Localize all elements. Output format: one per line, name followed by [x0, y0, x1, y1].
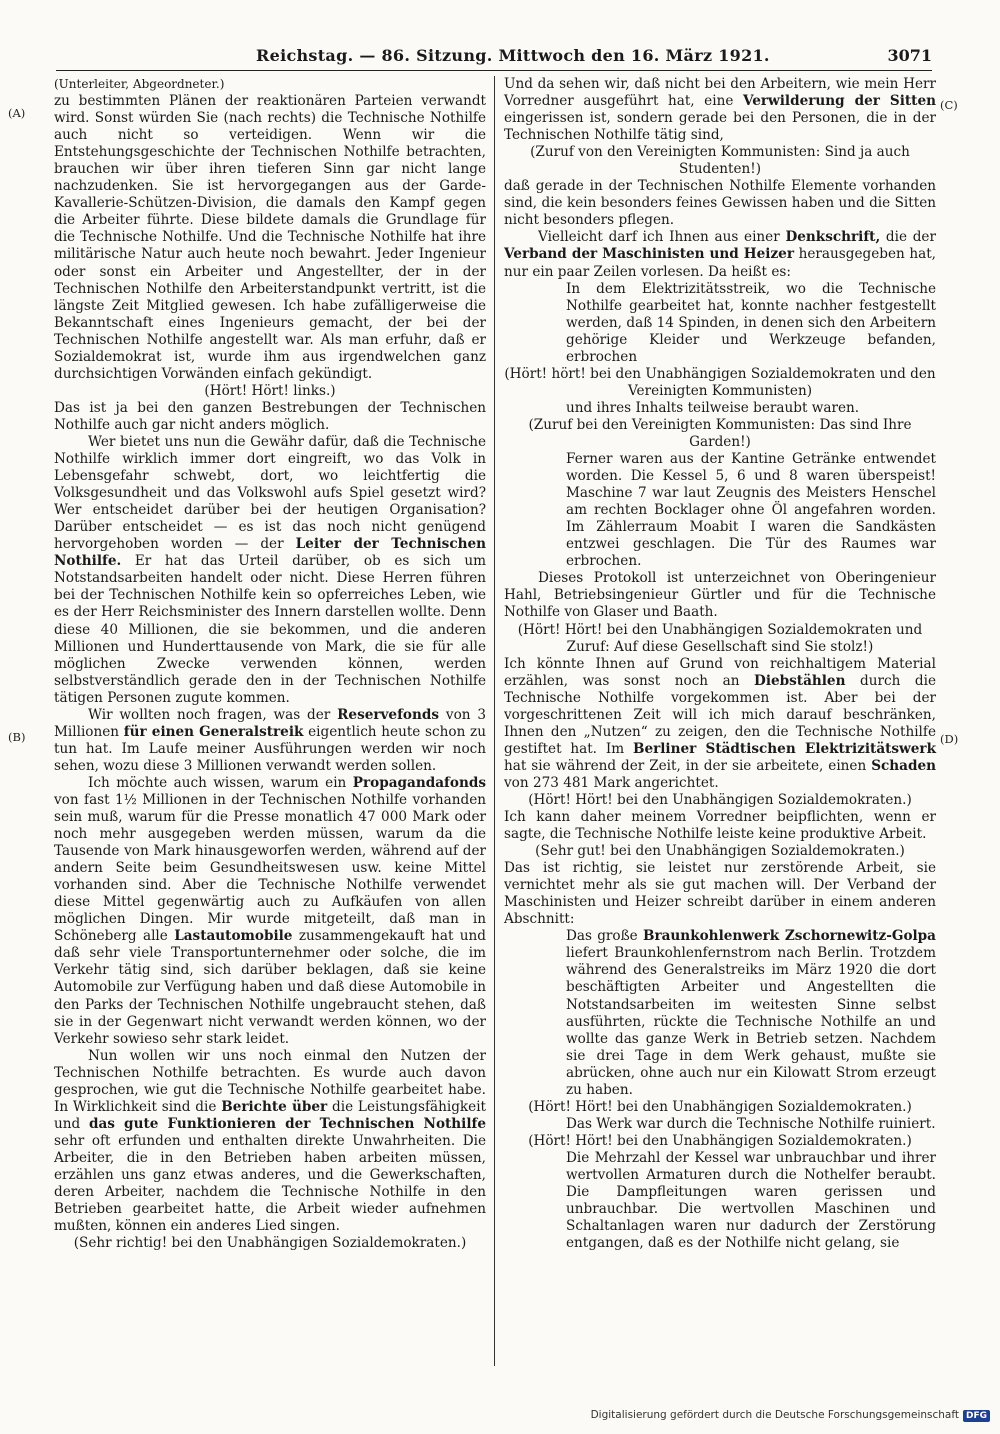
dfg-logo: DFG	[963, 1410, 990, 1422]
margin-mark-d: (D)	[940, 732, 959, 746]
margin-mark-a: (A)	[8, 106, 26, 120]
interjection: (Hört! hört! bei den Unabhängigen Sozialdemokraten und den Vereinigten Kommunisten)	[504, 365, 936, 399]
text-run: von 273 481 Mark angerichtet.	[504, 774, 719, 791]
right-column	[504, 76, 936, 1252]
paragraph	[54, 1048, 486, 1236]
text-run: Wir wollten noch fragen, was der	[88, 706, 331, 723]
emphasis: Leiter der Technischen Nothilfe.	[54, 536, 487, 570]
paragraph	[54, 775, 486, 1048]
margin-mark-b: (B)	[8, 730, 26, 744]
emphasis: Schaden	[871, 757, 937, 774]
paragraph	[504, 229, 936, 280]
text-run: Das große	[566, 928, 638, 945]
quotation: Das Werk war durch die Technische Nothilfe ruiniert.	[566, 1115, 936, 1132]
interjection: (Hört! Hört! bei den Unabhängigen Sozialdemokraten.)	[528, 1132, 912, 1149]
paragraph: zu bestimmten Plänen der reaktionären Parteien verwandt wird. Sonst würden Sie (nach rechts) die Technische Nothilfe auch nicht so verteidigen. Wenn wir die Entstehungsgeschichte der Technischen Nothilfe betrachten, brauchen wir über ihren tieferen Sinn gar nicht lange nachzudenken. Sie ist hervorgegangen aus der Garde-Kavallerie-Schützen-Division, die damals den Kampf gegen die Arbeiter führte. Diese bildete damals die Grundlage für die Technische Nothilfe. Und die Technische Nothilfe hat ihre militärische Natur auch heute noch bewahrt. Jeder Ingenieur oder sonst ein Arbeiter und Angestellter, der in der Technischen Nothilfe den Arbeiterstandpunkt vertritt, ist die längste Zeit Mitglied gewesen. Ich habe zufälligerweise die Bekanntschaft eines Ingenieurs gemacht, der bei der Technischen Nothilfe angestellt war. Als man erfuhr, daß er Sozialdemokrat ist, wurde ihm aus irgendwelchen ganz durchsichtigen Vorwänden einfach gekündigt.	[54, 93, 486, 382]
paragraph	[504, 76, 936, 144]
paragraph: Dieses Protokoll ist unterzeichnet von Oberingenieur Hahl, Betriebsingenieur Gürtler und für die Technische Nothilfe von Glaser und Baath.	[504, 570, 936, 621]
interjection: (Hört! Hört! bei den Unabhängigen Sozialdemokraten und Zuruf: Auf diese Gesellschaft sind Sie stolz!)	[517, 621, 923, 655]
quotation	[566, 928, 936, 1098]
running-title: Reichstag. — 86. Sitzung. Mittwoch den 16. März 1921.	[256, 46, 770, 65]
footer-credit: Digitalisierung gefördert durch die Deutsche Forschungsgemeinschaft	[590, 1409, 959, 1421]
paragraph: Das ist ja bei den ganzen Bestrebungen der Technischen Nothilfe auch gar nicht anders möglich.	[54, 399, 486, 433]
text-run: herausgegeben hat, nur ein paar Zeilen vorlesen. Da heißt es:	[504, 246, 936, 280]
text-run: eigentlich heute schon zu tun hat. Im Laufe meiner Ausführungen werden wir noch sehen, wozu diese 3 Millionen verwandt werden sollen.	[54, 723, 486, 774]
text-run: liefert Braunkohlenfernstrom nach Berlin. Trotzdem während des Generalstreiks im März 1920 die dort beschäftigten Arbeiter und Angestellten die Notstandsarbeiten im weitesten Sinne selbst ausführten, rückte die Technische Nothilfe an und wollte das ganze Werk in Betrieb setzen. Nachdem sie drei Tage in dem Werk gehaust, mußte sie abrücken, ohne auch nur ein Kilowatt Strom erzeugt zu haben.	[566, 945, 936, 1098]
emphasis: Verwilderung der Sitten	[742, 93, 936, 110]
emphasis: Berichte über	[221, 1098, 328, 1115]
text-run: sehr oft erfunden und enthalten direkte Unwahrheiten. Die Arbeiter, die in den Betrieben haben arbeiten müssen, erzählen uns ganz etwas anderes, und die Gewerkschaften, deren Arbeiter, nachdem die Technische Nothilfe in den Betrieben gearbeitet hatte, die Arbeit wieder aufnehmen mußten, können ein anderes Lied singen.	[54, 1132, 486, 1235]
text-run: Ich möchte auch wissen, warum ein	[88, 774, 347, 791]
page-number: 3071	[887, 46, 932, 65]
text-run: Ich könnte Ihnen auf Grund von reichhaltigem Material erzählen, was sonst noch an	[504, 655, 936, 689]
quotation: Die Mehrzahl der Kessel war unbrauchbar und ihrer wertvollen Armaturen durch die Nothelfer beraubt. Die Dampfleitungen waren gerissen und unbrauchbar. Die wertvollen Maschinen und Schaltanlagen waren nur dadurch der Zerstörung entgangen, daß es der Nothilfe nicht gelang, sie	[566, 1149, 936, 1252]
emphasis: Denkschrift,	[785, 229, 881, 246]
quotation: In dem Elektrizitätsstreik, wo die Technische Nothilfe gearbeitet hat, konnte nachher festgestellt werden, daß 14 Spinden, in denen sich den Arbeitern gehörige Kleider und Werkzeuge befanden, erbrochen	[566, 280, 936, 365]
paragraph	[504, 656, 936, 792]
speaker-note: (Unterleiter, Abgeordneter.)	[54, 77, 225, 91]
text-run: Und da sehen wir, daß nicht bei den Arbeitern, wie mein Herr Vorredner ausgeführt hat, eine	[504, 76, 936, 110]
emphasis: Verband der Maschinisten und Heizer	[504, 246, 794, 263]
quotation: Ferner waren aus der Kantine Getränke entwendet worden. Die Kessel 5, 6 und 8 waren überspeist! Maschine 7 war laut Zeugnis des Meisters Henschel am rechten Bocklager ohne Öl angefahren worden. Im Zählerraum Moabit I waren die Sandkästen entzwei geschlagen. Die Tür des Raumes war erbrochen.	[566, 451, 936, 570]
emphasis: für einen Generalstreik	[123, 723, 304, 740]
interjection: (Sehr richtig! bei den Unabhängigen Sozialdemokraten.)	[73, 1235, 467, 1252]
emphasis: Berliner Städtischen Elektrizitätswerk	[632, 740, 936, 757]
text-run: die Leistungsfähigkeit und	[54, 1098, 486, 1132]
interjection: (Hört! Hört! bei den Unabhängigen Sozialdemokraten.)	[528, 791, 912, 808]
left-column	[54, 76, 486, 1252]
emphasis: Propagandafonds	[352, 774, 487, 791]
text-run: von 3 Millionen	[54, 706, 486, 740]
interjection: (Hört! Hört! links.)	[204, 382, 336, 399]
emphasis: Reservefonds	[337, 706, 440, 723]
emphasis: das gute Funktionieren der Technischen Nothilfe	[88, 1115, 486, 1132]
page-header	[56, 46, 932, 70]
paragraph	[54, 434, 486, 707]
paragraph: Das ist richtig, sie leistet nur zerstörende Arbeit, sie vernichtet mehr als sie gut machen will. Der Verband der Maschinisten und Heizer schreibt darüber in einem anderen Abschnitt:	[504, 860, 936, 928]
interjection: (Hört! Hört! bei den Unabhängigen Sozialdemokraten.)	[528, 1098, 912, 1115]
quotation: und ihres Inhalts teilweise beraubt waren.	[566, 399, 860, 416]
emphasis: Diebstählen	[754, 672, 846, 689]
interjection: (Zuruf bei den Vereinigten Kommunisten: Das sind Ihre Garden!)	[528, 416, 912, 450]
text-run: Nun wollen wir uns noch einmal den Nutzen der Technischen Nothilfe betrachten. Es wurde auch davon gesprochen, wie gut die Technische Nothilfe gearbeitet habe. In Wirklichkeit sind die	[54, 1047, 486, 1115]
text-run: durch die Technische Nothilfe vorgekommen ist. Aber bei der vorgeschrittenen Zeit will ich mich darauf beschränken, Ihnen den „Nutzen“ zu zeigen, den die Technische Nothilfe gestiftet hat. Im	[504, 672, 936, 757]
text-run: Er hat das Urteil darüber, ob es sich um Notstandsarbeiten handelt oder nicht. Diese Herren führen bei der Technischen Nothilfe kein so opferreiches Leben, wie es der Herr Reichsminister des Innern darstellen wollte. Denn diese 40 Millionen, die sie bekommen, und die anderen Millionen und Hunderttausende von Mark, die sie für alle möglichen Zwecke verwenden können, werden selbstverständlich gerade den in der Technischen Nothilfe tätigen Personen zugute kommen.	[54, 553, 486, 706]
paragraph: Ich kann daher meinem Vorredner beipflichten, wenn er sagte, die Technische Nothilfe leiste keine produktive Arbeit.	[504, 809, 936, 843]
paragraph	[54, 707, 486, 775]
text-run: Wer bietet uns nun die Gewähr dafür, daß die Technische Nothilfe wirklich immer dort eingreift, wo das Volk in Lebensgefahr schwebt, dort, wo leichtfertig die Volksgesundheit und das Volkswohl aufs Spiel gesetzt wird? Wer entscheidet darüber bei der heutigen Organisation? Darüber entscheidet — es ist das noch nicht genügend hervorgehoben worden — der	[54, 433, 486, 553]
text-run: Vielleicht darf ich Ihnen aus einer	[538, 229, 780, 246]
emphasis: Braunkohlenwerk Zschornewitz-Golpa	[642, 928, 936, 945]
footer	[591, 1409, 990, 1422]
text-run: von fast 1½ Millionen in der Technischen Nothilfe vorhanden sein muß, warum für die Presse monatlich 47 000 Mark oder noch mehr ausgegeben werden müssen, warum da die Tausende von Mark hinausgeworfen werden, während auf der andern Seite beim Gesundheitswesen usw. keine Mittel vorhanden sind. Aber die Technische Nothilfe verwendet diese Mittel gegenwärtig auch zu Aufkäufen von allen möglichen Dingen. Mir wurde mitgeteilt, daß man in Schöneberg alle	[54, 791, 486, 945]
header-rule	[56, 70, 932, 71]
interjection: (Zuruf von den Vereinigten Kommunisten: Sind ja auch Studenten!)	[530, 144, 910, 178]
text-run: eingerissen ist, sondern gerade bei den Personen, die in der Technischen Nothilfe tätig sind,	[504, 110, 936, 144]
column-divider	[494, 76, 495, 1366]
text-run: die der	[885, 229, 936, 246]
text-run: zusammengekauft hat und daß sehr viele Transportunternehmer oder solche, die im Verkehr tätig sind, sich darüber beklagen, daß sie keine Automobile zur Verfügung haben und daß diese Automobile in den Parks der Technischen Nothilfe ungebraucht stehen, daß sie in der Gegenwart nicht verwandt werden können, wo der Verkehr sowieso sehr stark leidet.	[54, 928, 486, 1047]
margin-mark-c: (C)	[940, 98, 958, 112]
interjection: (Sehr gut! bei den Unabhängigen Sozialdemokraten.)	[535, 843, 905, 860]
paragraph: daß gerade in der Technischen Nothilfe Elemente vorhanden sind, die kein besonders feines Gewissen haben und die Sitten nicht besonders pflegen.	[504, 178, 936, 229]
emphasis: Lastautomobile	[174, 928, 293, 945]
text-run: hat sie während der Zeit, in der sie arbeitete, einen	[504, 757, 867, 774]
